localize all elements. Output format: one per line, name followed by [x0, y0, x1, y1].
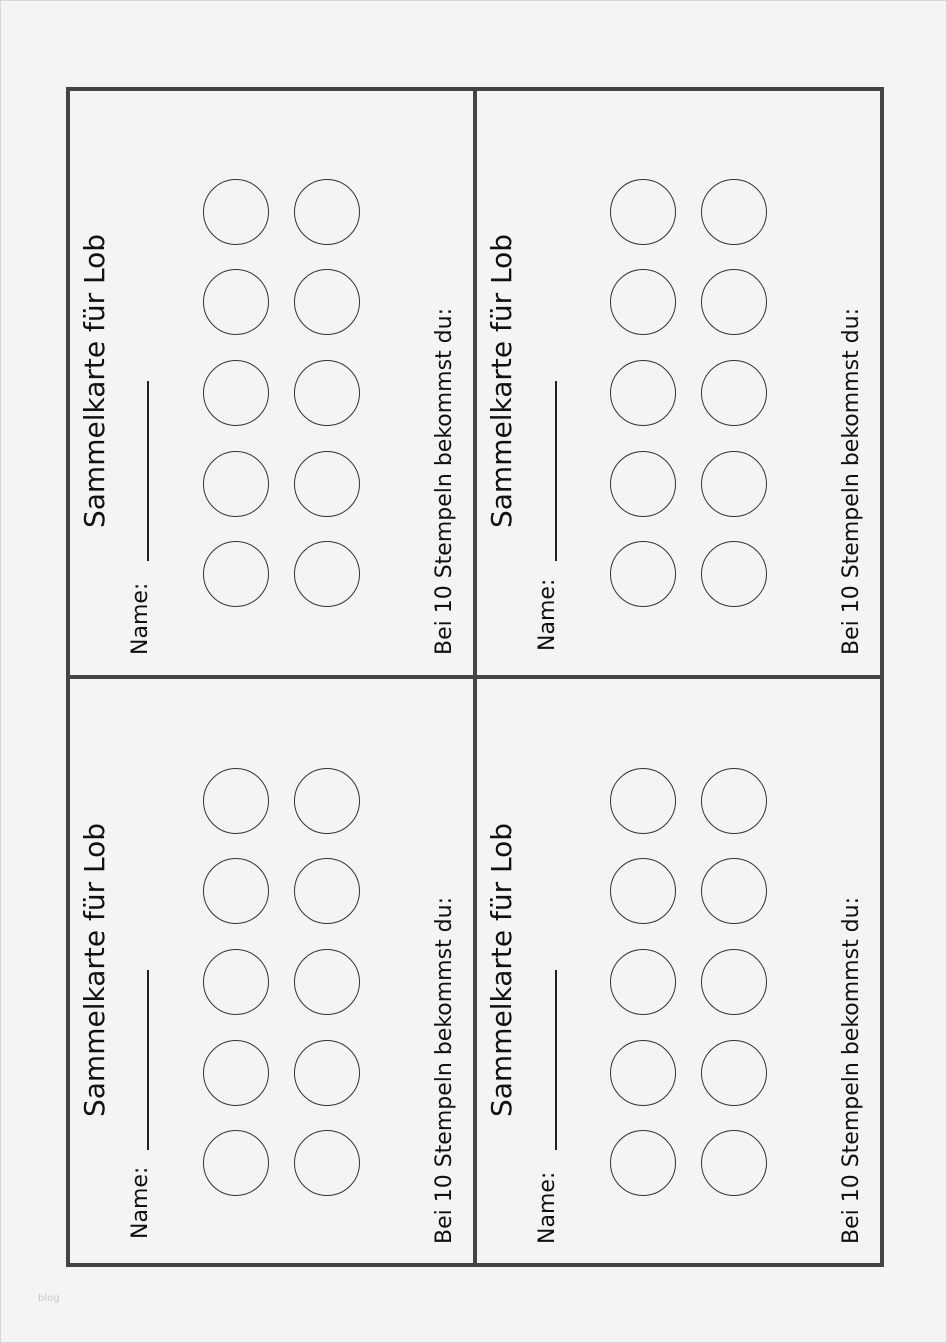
stamp-slot[interactable] [294, 541, 360, 607]
stamp-slot[interactable] [610, 541, 676, 607]
card-title: Sammelkarte für Lob [485, 822, 518, 1117]
stamp-reward-note: Bei 10 Stempeln bekommst du: [839, 307, 864, 655]
stamp-slot[interactable] [294, 360, 360, 426]
stamp-slot[interactable] [610, 949, 676, 1015]
stamp-slot[interactable] [294, 858, 360, 924]
stamp-slot[interactable] [610, 360, 676, 426]
card-title: Sammelkarte für Lob [78, 822, 111, 1117]
stamp-slot[interactable] [701, 269, 767, 335]
stamp-slot[interactable] [701, 858, 767, 924]
name-write-line[interactable] [555, 381, 557, 561]
name-write-line[interactable] [147, 381, 149, 561]
stamp-slot[interactable] [294, 269, 360, 335]
stamp-slot[interactable] [610, 269, 676, 335]
stamp-slot[interactable] [610, 1040, 676, 1106]
stamp-slot[interactable] [701, 768, 767, 834]
stamp-slot[interactable] [294, 1040, 360, 1106]
collection-card [70, 679, 475, 1265]
stamp-reward-note: Bei 10 Stempeln bekommst du: [432, 307, 457, 655]
stamp-slot[interactable] [203, 269, 269, 335]
collection-card [477, 91, 882, 677]
stamp-slot[interactable] [610, 179, 676, 245]
collection-card [70, 91, 475, 677]
name-label: Name: [535, 578, 560, 651]
name-label: Name: [128, 1166, 153, 1239]
card-title: Sammelkarte für Lob [78, 233, 111, 528]
stamp-slot[interactable] [701, 360, 767, 426]
stamp-slot[interactable] [701, 1040, 767, 1106]
name-write-line[interactable] [147, 970, 149, 1150]
stamp-slot[interactable] [701, 541, 767, 607]
stamp-slot[interactable] [294, 179, 360, 245]
stamp-slot[interactable] [701, 179, 767, 245]
stamp-slot[interactable] [203, 858, 269, 924]
stamp-slot[interactable] [203, 1040, 269, 1106]
stamp-slot[interactable] [610, 451, 676, 517]
stamp-slot[interactable] [203, 179, 269, 245]
name-label: Name: [128, 582, 153, 655]
stamp-slot[interactable] [294, 451, 360, 517]
stamp-slot[interactable] [203, 451, 269, 517]
stamp-slot[interactable] [294, 1130, 360, 1196]
stamp-slot[interactable] [294, 768, 360, 834]
collection-card [477, 679, 882, 1265]
stamp-slot[interactable] [294, 949, 360, 1015]
stamp-slot[interactable] [203, 949, 269, 1015]
stamp-slot[interactable] [701, 451, 767, 517]
stamp-slot[interactable] [203, 768, 269, 834]
stamp-reward-note: Bei 10 Stempeln bekommst du: [839, 896, 864, 1244]
stamp-slot[interactable] [701, 1130, 767, 1196]
stamp-slot[interactable] [701, 949, 767, 1015]
stamp-slot[interactable] [610, 858, 676, 924]
stamp-slot[interactable] [610, 768, 676, 834]
card-title: Sammelkarte für Lob [485, 233, 518, 528]
name-write-line[interactable] [555, 970, 557, 1150]
name-label: Name: [535, 1171, 560, 1244]
footer-watermark: blog [38, 1293, 60, 1304]
stamp-reward-note: Bei 10 Stempeln bekommst du: [432, 896, 457, 1244]
stamp-slot[interactable] [203, 1130, 269, 1196]
stamp-slot[interactable] [203, 541, 269, 607]
stamp-slot[interactable] [610, 1130, 676, 1196]
stamp-slot[interactable] [203, 360, 269, 426]
